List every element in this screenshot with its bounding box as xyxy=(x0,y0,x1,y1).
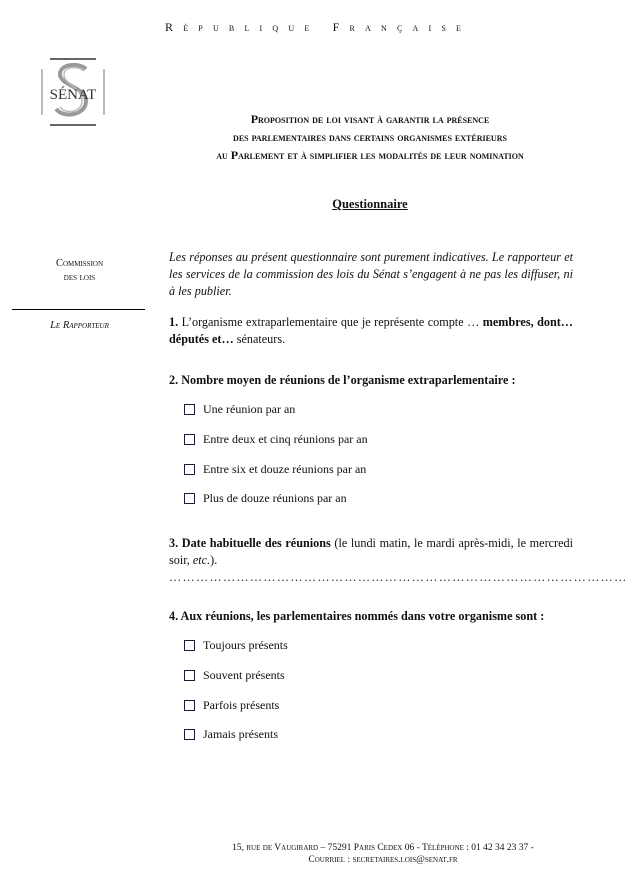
footer-contact xyxy=(200,842,566,866)
q2-option[interactable] xyxy=(184,484,368,514)
commission-line: Commission xyxy=(55,258,104,269)
option-label: Une réunion par an xyxy=(203,402,296,417)
q4-option[interactable] xyxy=(184,661,288,691)
title-line: Proposition de loi visant à garantir la présence xyxy=(250,112,490,126)
option-label: Jamais présents xyxy=(203,727,278,742)
option-label: Entre six et douze réunions par an xyxy=(203,461,367,476)
bill-title xyxy=(168,110,572,164)
checkbox[interactable] xyxy=(184,670,195,681)
q4-option[interactable] xyxy=(184,690,288,720)
sidebar-divider xyxy=(12,309,145,310)
option-label: Entre deux et cinq réunions par an xyxy=(203,432,368,447)
option-label: Parfois présents xyxy=(203,697,280,712)
checkbox[interactable] xyxy=(184,404,195,415)
questionnaire-heading: Questionnaire xyxy=(332,197,408,211)
q3-end: ). xyxy=(210,553,218,567)
q4-options xyxy=(184,631,288,750)
svg-text:SÉNAT: SÉNAT xyxy=(49,87,97,103)
option-label: Plus de douze réunions par an xyxy=(203,491,347,506)
checkbox[interactable] xyxy=(184,493,195,504)
checkbox[interactable] xyxy=(184,434,195,445)
q1-text: L’organisme extraparlementaire que je représente compte … xyxy=(178,315,483,329)
question-3 xyxy=(169,535,628,586)
q3-etc: etc. xyxy=(192,553,211,567)
republique-francaise-header xyxy=(165,20,565,35)
commission-line: des lois xyxy=(63,272,96,283)
q2-option[interactable] xyxy=(184,395,368,425)
checkbox[interactable] xyxy=(184,640,195,651)
senat-logo xyxy=(40,57,106,127)
footer-address: 15, rue de Vaugirard – 75291 Paris Cedex 06 - Téléphone : 01 42 34 23 37 - xyxy=(232,843,534,853)
checkbox[interactable] xyxy=(184,729,195,740)
q1-bold: membres, dont… députés et… xyxy=(169,315,573,346)
q3-answer-line[interactable]: ………………………………………………………………………………………… xyxy=(169,570,628,584)
q4-option[interactable] xyxy=(184,720,288,750)
q2-options xyxy=(184,395,368,514)
title-line: au Parlement et à simplifier les modalités de leur nomination xyxy=(216,148,524,162)
q3-label: 3. Date habituelle des réunions xyxy=(169,536,331,550)
checkbox[interactable] xyxy=(184,700,195,711)
q1-number: 1. xyxy=(169,315,179,329)
question-1 xyxy=(169,314,573,348)
option-label: Souvent présents xyxy=(203,668,285,683)
question-2: 2. Nombre moyen de réunions de l’organisme extraparlementaire : xyxy=(169,373,516,387)
q3-text: (le lundi matin, le mardi après-midi, le mercredi soir, xyxy=(169,536,573,567)
header-text: République Française xyxy=(165,20,472,34)
checkbox[interactable] xyxy=(184,464,195,475)
title-line: des parlementaires dans certains organismes extérieurs xyxy=(233,130,507,144)
rapporteur-label: Le Rapporteur xyxy=(50,320,109,331)
question-4: 4. Aux réunions, les parlementaires nommés dans votre organisme sont : xyxy=(169,609,545,623)
q1-end: sénateurs. xyxy=(233,332,286,346)
q2-option[interactable] xyxy=(184,454,368,484)
commission-label xyxy=(12,257,147,285)
option-label: Toujours présents xyxy=(203,638,288,653)
q4-option[interactable] xyxy=(184,631,288,661)
intro-notice: Les réponses au présent questionnaire sont purement indicatives. Le rapporteur et les services de la commission des lois du Sénat s’engagent à ne pas les diffuser, ni à les publier. xyxy=(169,250,573,298)
footer-email: Courriel : secretaires.lois@senat.fr xyxy=(308,855,458,865)
q2-option[interactable] xyxy=(184,425,368,455)
senat-logo-graphic xyxy=(40,57,106,127)
